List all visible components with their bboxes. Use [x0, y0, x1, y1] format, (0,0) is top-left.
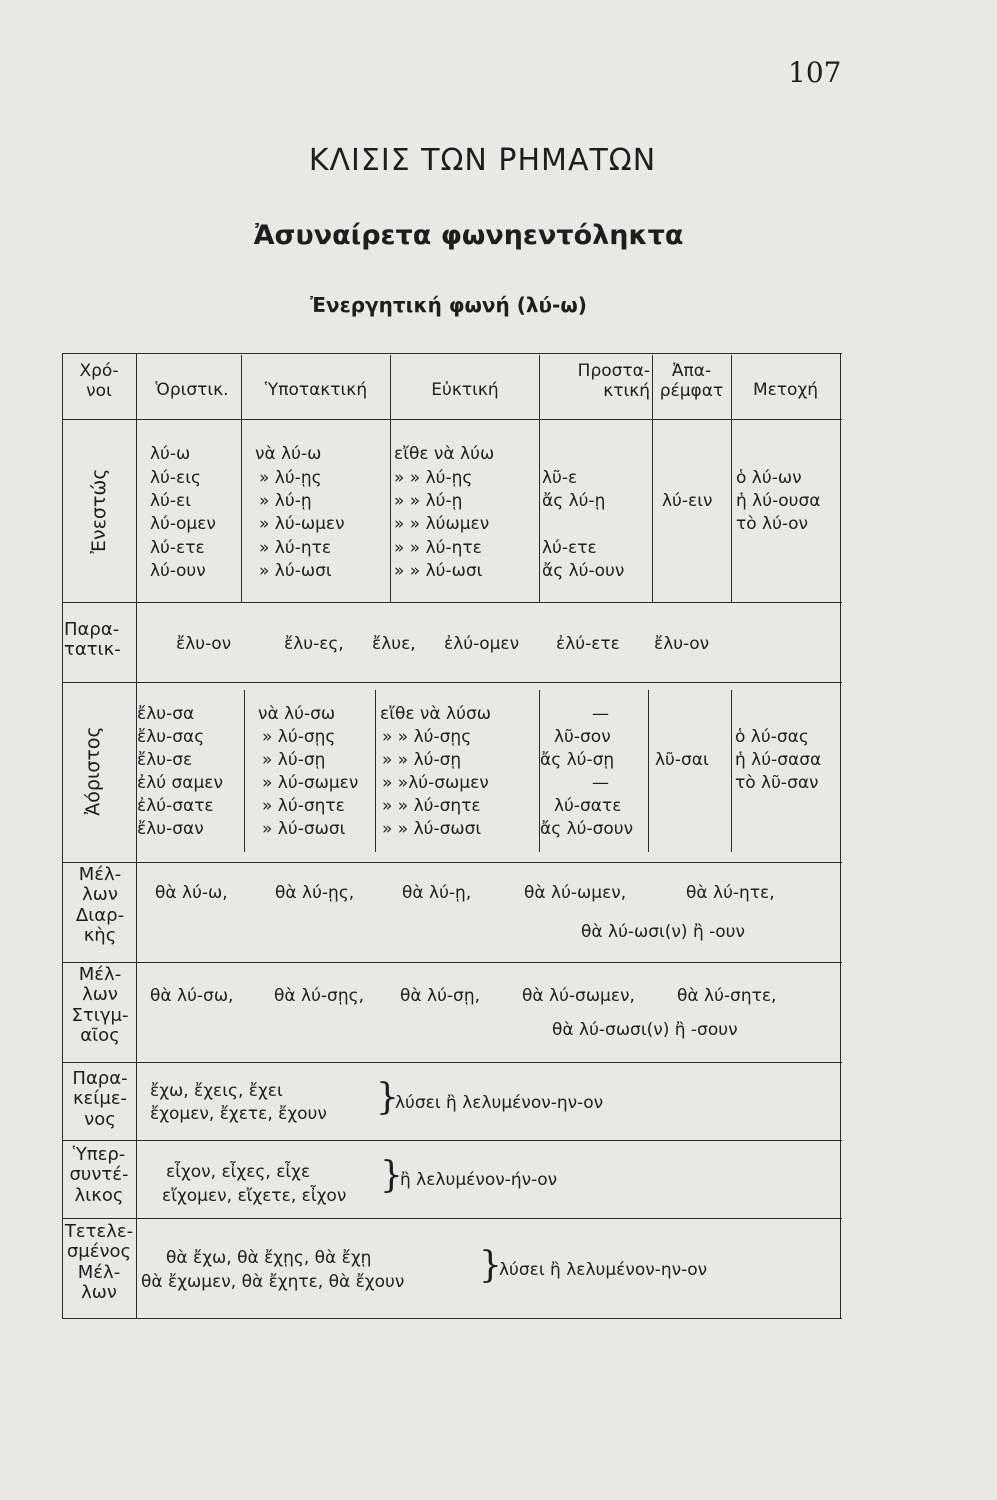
list-item: ἡ λύ-σασα [735, 750, 822, 770]
list-item: ἔλυ-σε [137, 750, 193, 770]
list-item: ἐλύ-σατε [137, 796, 214, 816]
list-item: θὰ ἔχω, θὰ ἔχῃς, θὰ ἔχῃ [166, 1248, 372, 1268]
list-item: λύ-ω [150, 444, 191, 464]
list-item: τὸ λῦ-σαν [735, 773, 819, 793]
list-item: θὰ λύ-σῃς, [274, 986, 364, 1006]
enestos-aparemfato: λύ-ειν [662, 491, 713, 511]
aor-divider-prostaktiki [648, 690, 649, 852]
aoristos-bottom-border [62, 862, 842, 863]
tetelesmenos-mellon-label: Τετελε- σμένος Μέλ- λων [64, 1221, 134, 1303]
list-item: » λύ-ῃ [259, 491, 312, 511]
list-item: ἔλυε, [372, 634, 416, 654]
list-item: ἄς λύ-ῃ [542, 491, 606, 511]
mellon-stigmiaios-label: Μέλ- λων Στιγμ- αῖος [71, 964, 129, 1046]
list-item: θὰ λύ-ῃ, [402, 883, 472, 903]
list-item: ἄς λύ-σῃ [540, 750, 615, 770]
list-item: ἔλυ-ες, [284, 634, 344, 654]
list-item: ἔλυ-σα [137, 704, 195, 724]
list-item: θὰ λύ-ῃς, [275, 883, 355, 903]
table-bottom-border [62, 1318, 842, 1319]
list-item: ἐλύ-ομεν [444, 634, 520, 654]
header-metochi: Μετοχή [752, 380, 819, 400]
list-item: ἔχω, ἔχεις, ἔχει [150, 1081, 283, 1101]
list-item: θὰ λύ-σητε, [677, 986, 777, 1006]
list-item: λύσει ἢ λελυμένον-ην-ον [499, 1260, 708, 1280]
list-item: λύ-ομεν [150, 514, 216, 534]
list-item: » λύ-ωσι [259, 561, 332, 581]
list-item: τὸ λύ-ον [736, 514, 808, 534]
list-item: ὁ λύ-σας [735, 727, 809, 747]
page-title [0, 143, 997, 178]
section-subtitle-text: Ἀσυναίρετα φωνηεντόληκτα [253, 220, 684, 251]
list-item: » » λύ-σῃς [382, 727, 472, 747]
list-item: » » λύ-ωσι [394, 561, 483, 581]
enestos-label: Ἐνεστώς [88, 468, 110, 554]
mellon-diarkis-label: Μέλ- λων Διαρ- κὴς [75, 864, 125, 946]
list-item: » » λύωμεν [394, 514, 490, 534]
list-item: λύσει ἢ λελυμένον-ην-ον [395, 1093, 604, 1113]
mellon-stigmiaios-bottom-border [62, 1062, 842, 1063]
list-item: ἔλυ-σαν [137, 819, 204, 839]
aoristos-aparemfato: λῦ-σαι [655, 750, 709, 770]
list-item: » »λύ-σωμεν [382, 773, 489, 793]
list-item: » λύ-ωμεν [259, 514, 345, 534]
list-item: » λύ-ητε [259, 538, 332, 558]
list-item: θὰ λύ-σω, [150, 986, 234, 1006]
aoristos-label: Ἀόριστος [82, 726, 104, 816]
list-item: λύ-σατε [554, 796, 622, 816]
list-item: ἐλύ-ετε [556, 634, 620, 654]
aor-divider-oristiki [244, 690, 245, 852]
enestos-bottom-border [62, 602, 842, 603]
list-item: θὰ λύ-σωμεν, [522, 986, 635, 1006]
list-item: » λύ-ῃς [259, 468, 322, 488]
list-item: ἔλυ-ον [654, 634, 710, 654]
brace-icon: } [479, 1245, 502, 1286]
list-item: » λύ-σητε [262, 796, 345, 816]
col-divider-ypotaktiki [390, 355, 391, 602]
list-item: ἐλύ σαμεν [137, 773, 223, 793]
header-tenses: Χρό- νοι [79, 361, 119, 401]
list-item: λύ-εις [150, 468, 201, 488]
list-item: θὰ ἔχωμεν, θὰ ἔχητε, θὰ ἔχουν [141, 1272, 405, 1292]
aor-divider-ypotaktiki [375, 690, 376, 852]
list-item: λύ-ει [150, 491, 191, 511]
voice-title-text: Ἐνεργητική φωνή (λύ-ω) [310, 293, 587, 317]
table-left-border [62, 353, 63, 1318]
list-item: ἢ λελυμένον-ήν-ον [400, 1170, 558, 1190]
ypersyntelikos-label: Ὑπερ- συντέ- λικος [69, 1144, 129, 1206]
list-item: θὰ λύ-σωσι(ν) ἢ -σουν [552, 1020, 738, 1040]
list-item: εἶχον, εἶχες, εἶχε [166, 1162, 311, 1182]
list-item: ὁ λύ-ων [736, 468, 802, 488]
voice-title [0, 293, 997, 317]
list-item: νὰ λύ-ω [255, 444, 322, 464]
aor-divider-aparemfato [731, 690, 732, 852]
list-item: » » λύ-ητε [394, 538, 482, 558]
list-item: λύ-ετε [150, 538, 205, 558]
mellon-diarkis-bottom-border [62, 962, 842, 963]
list-item: θὰ λύ-σῃ, [400, 986, 480, 1006]
list-item: ἄς λύ-σουν [540, 819, 634, 839]
list-item: » λύ-σῃ [262, 750, 326, 770]
list-item: » λύ-σωσι [262, 819, 346, 839]
section-subtitle [0, 220, 997, 251]
list-item: ἔλυ-ον [176, 634, 232, 654]
header-bottom-border [62, 419, 842, 420]
header-prostaktiki: Προστα- κτική [577, 361, 650, 401]
parakeimenos-bottom-border [62, 1140, 842, 1141]
parakeimenos-label: Παρα- κείμε- νος [72, 1068, 128, 1130]
table-right-border [840, 353, 841, 1318]
list-item: » » λύ-σωσι [382, 819, 482, 839]
list-item: θὰ λύ-ητε, [686, 883, 775, 903]
list-item: — [592, 704, 609, 724]
list-item: θὰ λύ-ω, [155, 883, 228, 903]
list-item: λύ-ουν [150, 561, 206, 581]
table-top-border [62, 353, 842, 354]
list-item: θὰ λύ-ωσι(ν) ἢ -ουν [581, 922, 746, 942]
list-item: λύ-ετε [542, 538, 597, 558]
header-ypotaktiki: Ὑποτακτική [264, 380, 368, 400]
header-aparemfato: Ἀπα- ρέμφατ [659, 361, 724, 401]
brace-icon: } [376, 1077, 399, 1118]
paratatikos-bottom-border [62, 682, 842, 683]
ypersyntelikos-bottom-border [62, 1218, 842, 1219]
list-item: » » λύ-σητε [382, 796, 481, 816]
list-item: εἴθε νὰ λύω [394, 444, 495, 464]
header-euktiki: Εὐκτική [431, 380, 499, 400]
list-item: νὰ λύ-σω [258, 704, 336, 724]
list-item: » » λύ-σῃ [382, 750, 462, 770]
list-item: » » λύ-ῃς [394, 468, 473, 488]
page-title-text: ΚΛΙΣΙΣ ΤΩΝ ΡΗΜΑΤΩΝ [308, 143, 657, 178]
paratatikos-label: Παρα- τατικ- [64, 619, 121, 661]
list-item: ἄς λύ-ουν [542, 561, 625, 581]
list-item: ἔχομεν, ἔχετε, ἔχουν [150, 1104, 327, 1124]
page-number: 107 [788, 56, 842, 89]
list-item: » λύ-σῃς [262, 727, 336, 747]
list-item: θὰ λύ-ωμεν, [524, 883, 627, 903]
list-item: εἴχομεν, εἴχετε, εἶχον [162, 1186, 347, 1206]
list-item: » λύ-σωμεν [262, 773, 359, 793]
list-item: λῦ-σον [554, 727, 611, 747]
brace-icon: } [380, 1155, 403, 1196]
list-item: » » λύ-ῃ [394, 491, 463, 511]
list-item: ἡ λύ-ουσα [736, 491, 821, 511]
list-item: εἴθε νὰ λύσω [380, 704, 491, 724]
list-item: ἔλυ-σας [137, 727, 205, 747]
list-item: — [592, 773, 609, 793]
header-oristiki: Ὁριστικ. [155, 380, 229, 400]
list-item: λῦ-ε [542, 468, 578, 488]
